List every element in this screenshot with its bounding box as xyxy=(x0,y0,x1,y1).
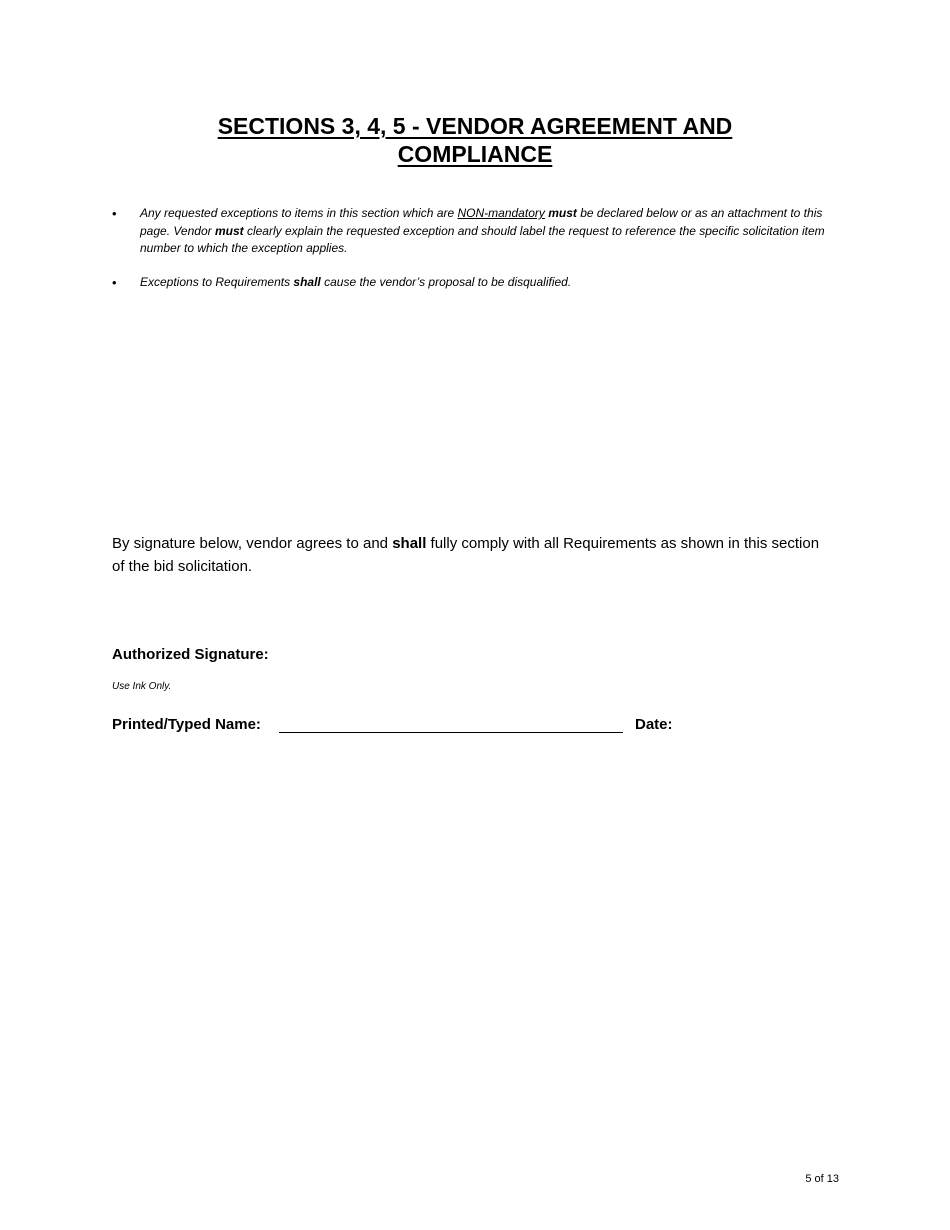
exception-instructions-list xyxy=(112,205,832,291)
ink-only-note: Use Ink Only. xyxy=(112,681,172,692)
page-title-line-2: COMPLIANCE xyxy=(397,141,553,167)
authorized-signature-label: Authorized Signature: xyxy=(112,646,269,663)
printed-name-field[interactable] xyxy=(279,732,623,733)
page-title-line-1: SECTIONS 3, 4, 5 - VENDOR AGREEMENT AND xyxy=(217,113,733,139)
bullet-icon: • xyxy=(112,274,117,290)
page-number: 5 of 13 xyxy=(805,1173,839,1185)
page-title xyxy=(150,112,800,168)
printed-name-label: Printed/Typed Name: xyxy=(112,716,261,733)
non-mandatory-text: NON-mandatory xyxy=(457,206,545,220)
agreement-statement: By signature below, vendor agrees to and shall fully comply with all Requirements as shown in this section of the bid solicitation. xyxy=(112,535,820,575)
list-item: • Any requested exceptions to items in this section which are NON-mandatory must be declared below or as an attachment to this page. Vendor must clearly explain the requested exception and should label the request to reference the specific solicitation item number to which the exception applies. xyxy=(112,206,825,255)
bullet-icon: • xyxy=(112,206,117,221)
date-label: Date: xyxy=(635,716,673,733)
list-item: • Exceptions to Requirements shall cause the vendor’s proposal to be disqualified. xyxy=(112,274,572,290)
